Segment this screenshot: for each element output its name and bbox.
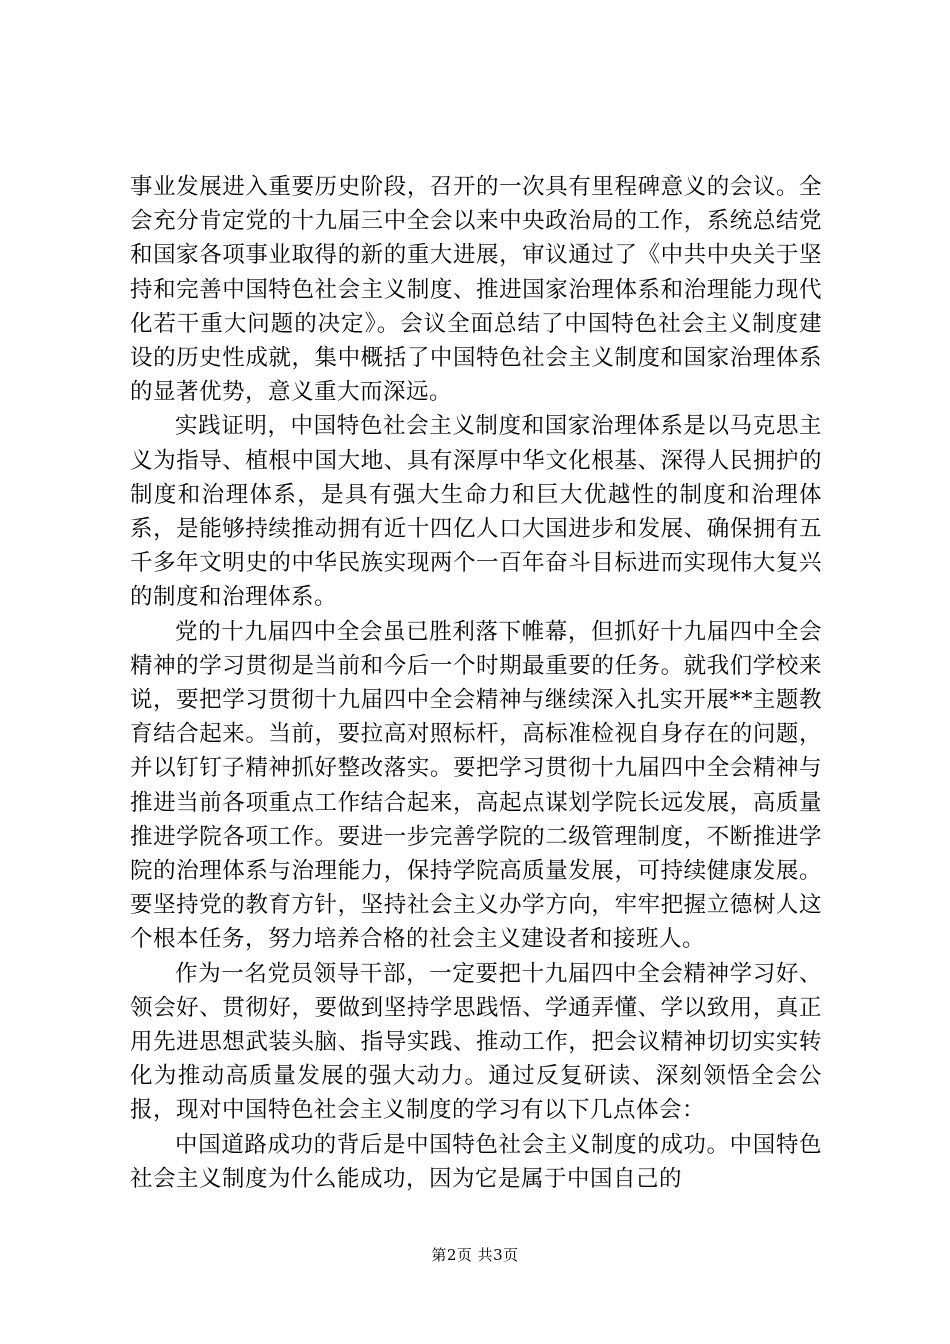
paragraph-2: 实践证明，中国特色社会主义制度和国家治理体系是以马克思主义为指导、植根中国大地、具有深厚中华文化根基、深得人民拥护的制度和治理体系，是具有强大生命力和巨大优越性的制度和治理体系，是能够持续推动拥有近十四亿人口大国进步和发展、确保拥有五千多年文明史的中华民族实现两个一百年奋斗目标进而实现伟大复兴的制度和治理体系。	[130, 413, 822, 611]
paragraph-5: 中国道路成功的背后是中国特色社会主义制度的成功。中国特色社会主义制度为什么能成功，因为它是属于中国自己的	[130, 1131, 822, 1192]
document-body	[130, 170, 822, 1196]
paragraph-4: 作为一名党员领导干部，一定要把十九届四中全会精神学习好、领会好、贯彻好，要做到坚持学思践悟、学通弄懂、学以致用，真正用先进思想武装头脑、指导实践、推动工作，把会议精神切切实实转化为推动高质量发展的强大动力。通过反复研读、深刻领悟全会公报，现对中国特色社会主义制度的学习有以下几点体会：	[130, 960, 822, 1124]
page-footer: 第2页 共3页	[431, 1246, 519, 1264]
paragraph-1: 事业发展进入重要历史阶段，召开的一次具有里程碑意义的会议。全会充分肯定党的十九届三中全会以来中央政治局的工作，系统总结党和国家各项事业取得的新的重大进展，审议通过了《中共中央关于坚持和完善中国特色社会主义制度、推进国家治理体系和治理能力现代化若干重大问题的决定》。会议全面总结了中国特色社会主义制度建设的历史性成就，集中概括了中国特色社会主义制度和国家治理体系的显著优势，意义重大而深远。	[130, 174, 822, 406]
paragraph-3: 党的十九届四中全会虽已胜利落下帷幕，但抓好十九届四中全会精神的学习贯彻是当前和今后一个时期最重要的任务。就我们学校来说，要把学习贯彻十九届四中全会精神与继续深入扎实开展**主题教育结合起来。当前，要拉高对照标杆，高标准检视自身存在的问题，并以钉钉子精神抓好整改落实。要把学习贯彻十九届四中全会精神与推进当前各项重点工作结合起来，高起点谋划学院长远发展，高质量推进学院各项工作。要进一步完善学院的二级管理制度，不断推进学院的治理体系与治理能力，保持学院高质量发展，可持续健康发展。要坚持党的教育方针，坚持社会主义办学方向，牢牢把握立德树人这个根本任务，努力培养合格的社会主义建设者和接班人。	[130, 618, 822, 953]
